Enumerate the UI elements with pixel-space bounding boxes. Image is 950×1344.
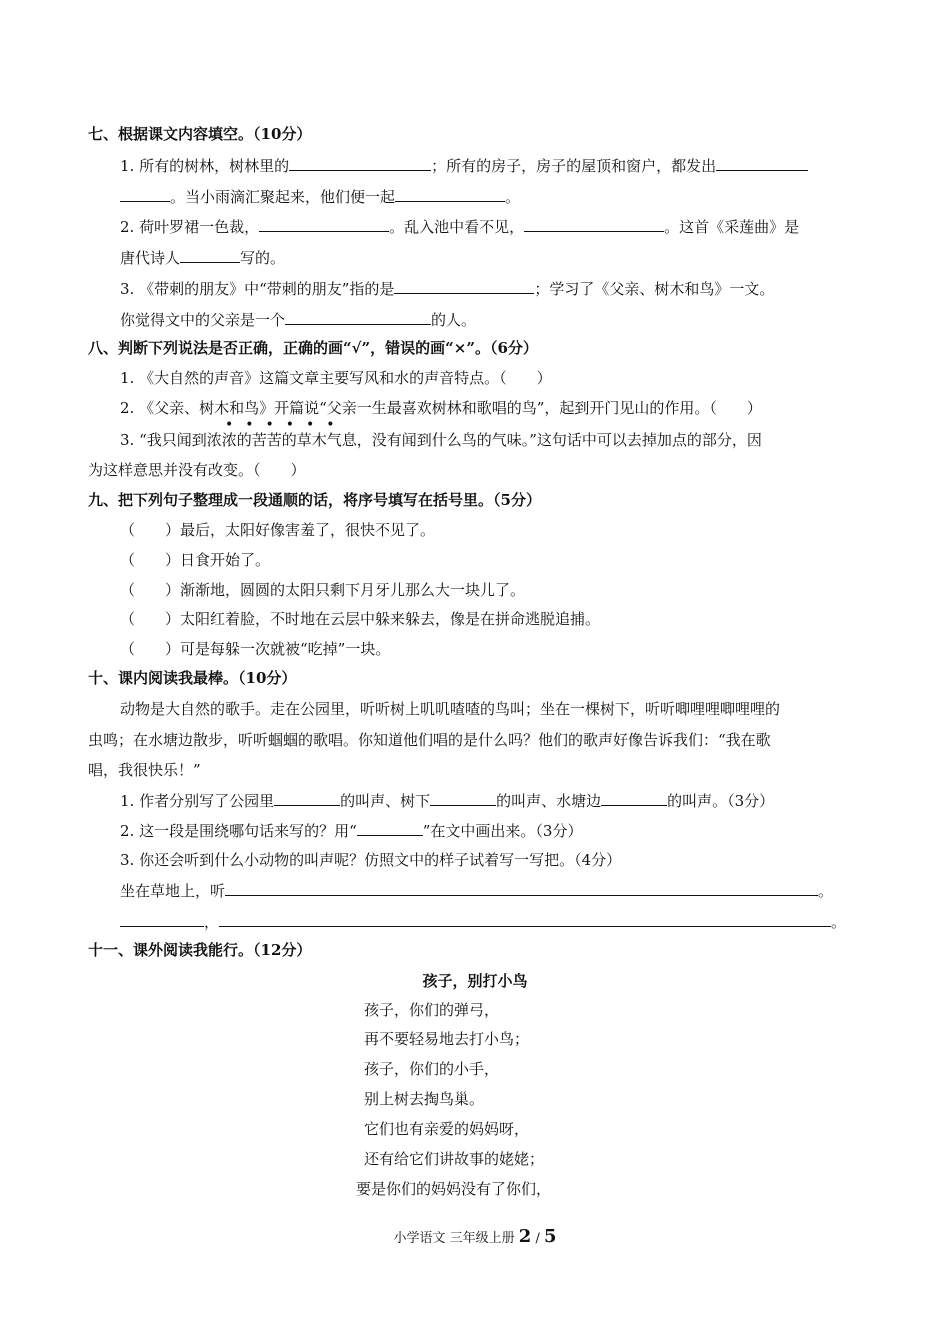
blank[interactable] (285, 309, 431, 325)
blank[interactable] (357, 820, 423, 836)
s7-q1-line1: 1. 所有的树林，树林里的 ；所有的房子，房子的屋顶和窗户，都发出 (120, 155, 865, 176)
page-total: 5 (543, 1226, 557, 1247)
s9-item: （ ）最后，太阳好像害羞了，很快不见了。 (120, 521, 436, 539)
blank[interactable] (259, 216, 389, 232)
blank[interactable] (395, 186, 505, 202)
page-footer: 小学语文 三年级上册 2 / 5 (393, 1226, 557, 1247)
s8-q3-line2: 为这样意思并没有改变。（ ） (88, 461, 306, 479)
poem-line: 别上树去掏鸟巢。 (364, 1090, 485, 1108)
s7-q1-line2: 。当小雨滴汇聚起来，他们便一起 。 (120, 186, 865, 207)
footer-label: 小学语文 三年级上册 (393, 1231, 515, 1246)
blank[interactable] (289, 155, 431, 171)
s7-q2-line2: 唐代诗人 写的。 (120, 249, 286, 267)
blank[interactable] (274, 790, 340, 806)
answer-line[interactable] (120, 911, 204, 927)
blank[interactable] (394, 278, 534, 294)
s10-passage-line1: 动物是大自然的歌手。走在公园里，听听树上叽叽喳喳的鸟叫；坐在一棵树下，听听唧哩哩唧哩哩的 (120, 700, 781, 718)
answer-line[interactable] (219, 911, 831, 927)
s9-item: （ ）可是每躲一次就被“吃掉”一块。 (120, 640, 391, 658)
section-8-title: 八、判断下列说法是否正确，正确的画“√”，错误的画“×”。（6分） (88, 339, 538, 357)
blank[interactable] (601, 790, 667, 806)
s8-q2: 2. 《父亲、树木和鸟》开篇说“父亲一生最喜欢树林和歌唱的鸟”，起到开门见山的作用。（ ） (120, 399, 762, 417)
poem-title: 孩子，别打小鸟 (422, 972, 528, 990)
s10-passage-line2: 虫鸣；在水塘边散步，听听蝈蝈的歌唱。你知道他们唱的是什么吗？他们的歌声好像告诉我们：“我在歌 (88, 731, 771, 749)
poem-line: 还有给它们讲故事的姥姥； (364, 1150, 545, 1168)
s10-q1: 1. 作者分别写了公园里 的叫声、树下 的叫声、水塘边 的叫声。（3分） (120, 792, 775, 810)
page-number: 2 (518, 1226, 532, 1247)
s10-q3: 3. 你还会听到什么小动物的叫声呢？仿照文中的样子试着写一写把。（4分） (120, 851, 622, 869)
s10-q3-answer1: 坐在草地上，听 。 (120, 882, 834, 900)
poem-line: 再不要轻易地去打小鸟； (364, 1030, 530, 1048)
s7-q3-line2: 你觉得文中的父亲是一个 的人。 (120, 311, 477, 329)
poem-line: 孩子，你们的弹弓， (364, 1001, 500, 1019)
poem-line: 孩子，你们的小手， (364, 1060, 500, 1078)
section-7-title: 七、根据课文内容填空。（10分） (88, 125, 312, 143)
s9-item: （ ）日食开始了。 (120, 551, 271, 569)
blank[interactable] (180, 247, 240, 263)
blank[interactable] (716, 155, 808, 171)
section-10-title: 十、课内阅读我最棒。（10分） (88, 669, 297, 687)
poem-line: 它们也有亲爱的妈妈呀， (364, 1120, 530, 1138)
emphasis-dots: •••••• (225, 417, 347, 433)
s9-item: （ ）渐渐地，圆圆的太阳只剩下月牙儿那么大一块儿了。 (120, 581, 526, 599)
poem-line: 要是你们的妈妈没有了你们， (356, 1180, 552, 1198)
s10-passage-line3: 唱，我很快乐！” (88, 761, 201, 779)
s7-q2-line1: 2. 荷叶罗裙一色裁， 。乱入池中看不见， 。这首《采莲曲》是 (120, 218, 800, 236)
s9-item: （ ）太阳红着脸，不时地在云层中躲来躲去，像是在拼命逃脱追捕。 (120, 610, 601, 628)
s10-q3-answer2: ， 。 (120, 911, 865, 932)
s8-q3-line1: 3. “我只闻到浓浓的苦苦的草木气息，没有闻到什么鸟的气味。”这句话中可以去掉加点的部分，因 (120, 431, 762, 449)
section-9-title: 九、把下列句子整理成一段通顺的话，将序号填写在括号里。（5分） (88, 491, 541, 509)
s10-q2: 2. 这一段是围绕哪句话来写的？用“ ”在文中画出来。（3分） (120, 822, 583, 840)
section-11-title: 十一、课外阅读我能行。（12分） (88, 941, 312, 959)
answer-line[interactable] (225, 880, 818, 896)
s8-q1: 1. 《大自然的声音》这篇文章主要写风和水的声音特点。（ ） (120, 369, 552, 387)
blank[interactable] (524, 216, 664, 232)
blank[interactable] (430, 790, 496, 806)
blank[interactable] (120, 186, 170, 202)
s7-q3-line1: 3. 《带刺的朋友》中“带刺的朋友”指的是 ；学习了《父亲、树木和鸟》一文。 (120, 280, 775, 298)
